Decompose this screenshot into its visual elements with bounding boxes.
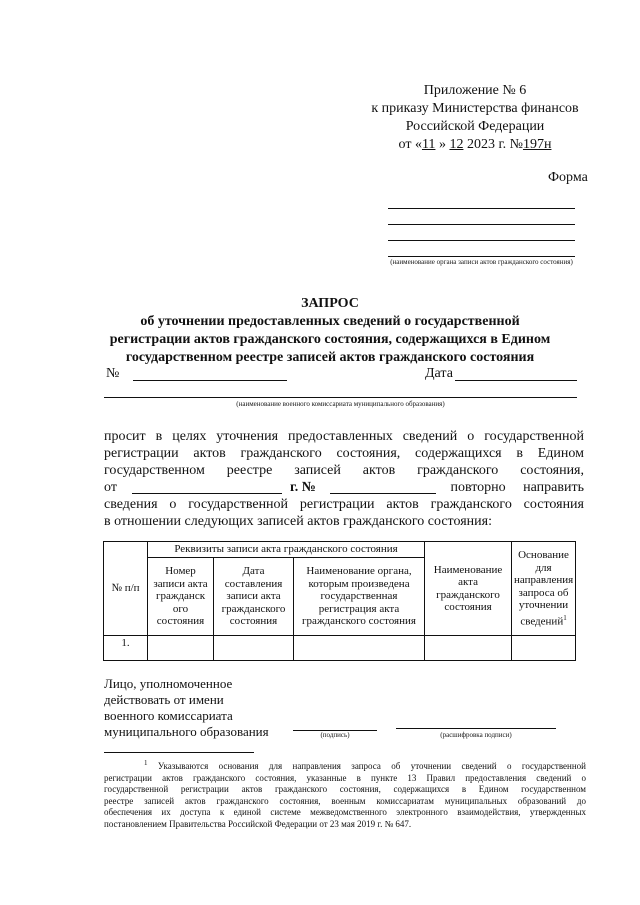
header-record-no: Номер записи акта гражданск ого состояния xyxy=(148,558,214,636)
table-header-row-1 xyxy=(104,542,576,558)
header-group: Реквизиты записи акта гражданского состояния xyxy=(148,542,425,558)
decode-line xyxy=(396,728,556,729)
date-line xyxy=(455,380,577,381)
footnote-line5: обеспечения их доступа к единой системе межведомственного электронного взаимодействия, утвержденных xyxy=(104,807,586,817)
title-line1: ЗАПРОС xyxy=(301,296,359,311)
person-line3: военного комиссариата xyxy=(104,708,233,723)
row1-cell[interactable] xyxy=(148,636,214,661)
body-line5: сведения о государственной регистрации актов гражданского состояния xyxy=(104,497,584,512)
order-year: 2023 г. № xyxy=(463,137,523,152)
registry-line-2 xyxy=(388,224,575,225)
footnote-line2: регистрации актов гражданского состояния, указанные в пункте 13 Правил предоставления сведений о xyxy=(104,772,586,783)
footnote-line4: реестре записей актов гражданского состояния, военным комиссариатам муниципальных образований до xyxy=(104,795,586,806)
document-title xyxy=(90,295,570,367)
body-number-blank xyxy=(330,493,436,494)
header-basis-sup: 1 xyxy=(563,613,567,622)
header-organ: Наименование органа, которым произведена государственная регистрация акта гражданского состояния xyxy=(294,558,425,636)
decode-caption: (расшифровка подписи) xyxy=(440,731,512,739)
form-label: Форма xyxy=(548,170,588,185)
authorized-person xyxy=(104,676,269,740)
row1-cell[interactable] xyxy=(214,636,294,661)
title-line4: государственном реестре записей актов гражданского состояния xyxy=(125,350,535,365)
number-label: № xyxy=(106,366,120,381)
request-body xyxy=(104,428,584,530)
appendix-header xyxy=(360,82,590,154)
body-line3: государственном реестре записей актов гражданского состояния, xyxy=(104,463,584,478)
body-line4-end: повторно направить xyxy=(450,480,584,495)
table-row xyxy=(104,636,576,661)
date-prefix: от « xyxy=(398,137,422,152)
body-date-blank xyxy=(132,493,282,494)
body-line2: регистрации актов гражданского состояния, содержащихся в Едином xyxy=(104,446,584,461)
row1-cell[interactable] xyxy=(512,636,576,661)
footnote-line3: государственной регистрации актов гражданского состояния, содержащихся в Едином государственном xyxy=(104,784,586,794)
appendix-line1: Приложение № 6 xyxy=(423,83,527,98)
person-line1: Лицо, уполномоченное xyxy=(104,676,233,691)
registry-line-1 xyxy=(388,208,575,209)
order-number: 197н xyxy=(522,137,552,152)
signature-caption: (подпись) xyxy=(320,731,350,739)
row1-cell[interactable] xyxy=(294,636,425,661)
date-label: Дата xyxy=(425,366,453,381)
order-day: 11 xyxy=(421,137,436,152)
person-line4: муниципального образования xyxy=(104,724,269,739)
registry-caption: (наименование органа записи актов гражданского состояния) xyxy=(390,258,573,266)
footnote-line1-text: Указываются основания для направления запроса об уточнении сведений о государственной xyxy=(157,761,587,771)
footnote-separator xyxy=(104,752,254,753)
commissariat-caption: (наименование военного комиссариата муниципального образования) xyxy=(236,400,445,408)
footnote xyxy=(104,758,586,830)
body-line4 xyxy=(104,479,584,496)
person-line2: действовать от имени xyxy=(104,692,224,707)
header-registry: Наименование акта гражданского состояния xyxy=(425,542,512,636)
commissariat-line xyxy=(104,397,577,398)
date-mid: » xyxy=(435,137,450,152)
header-basis xyxy=(512,542,576,636)
body-line1: просит в целях уточнения предоставленных сведений о государственной xyxy=(104,429,584,444)
title-line3: регистрации актов гражданского состояния, содержащихся в Едином xyxy=(109,332,551,347)
registry-line-3 xyxy=(388,240,575,241)
header-basis-text: Основание для направления запроса об уточнении сведений xyxy=(514,549,574,628)
row1-cell[interactable] xyxy=(425,636,512,661)
footnote-mark: 1 xyxy=(144,759,148,767)
row1-no: 1. xyxy=(104,636,148,661)
header-no: № п/п xyxy=(104,542,148,636)
records-table xyxy=(103,541,576,661)
header-date: Дата составления записи акта гражданского состояния xyxy=(214,558,294,636)
order-month: 12 xyxy=(449,137,464,152)
appendix-line2: к приказу Министерства финансов xyxy=(371,101,579,116)
body-line6: в отношении следующих записей актов гражданского состояния: xyxy=(104,514,492,529)
registry-line-4 xyxy=(388,256,575,257)
appendix-line3: Российской Федерации xyxy=(405,119,545,134)
appendix-order-date xyxy=(360,136,590,154)
body-ot: от xyxy=(104,480,117,495)
number-line xyxy=(133,380,287,381)
footnote-line1 xyxy=(104,758,586,773)
title-line2: об уточнении предоставленных сведений о государственной xyxy=(140,314,520,329)
footnote-line6: постановлением Правительства Российской Федерации от 23 мая 2019 г. № 647. xyxy=(104,818,412,829)
body-g-no: г. № xyxy=(290,480,316,495)
